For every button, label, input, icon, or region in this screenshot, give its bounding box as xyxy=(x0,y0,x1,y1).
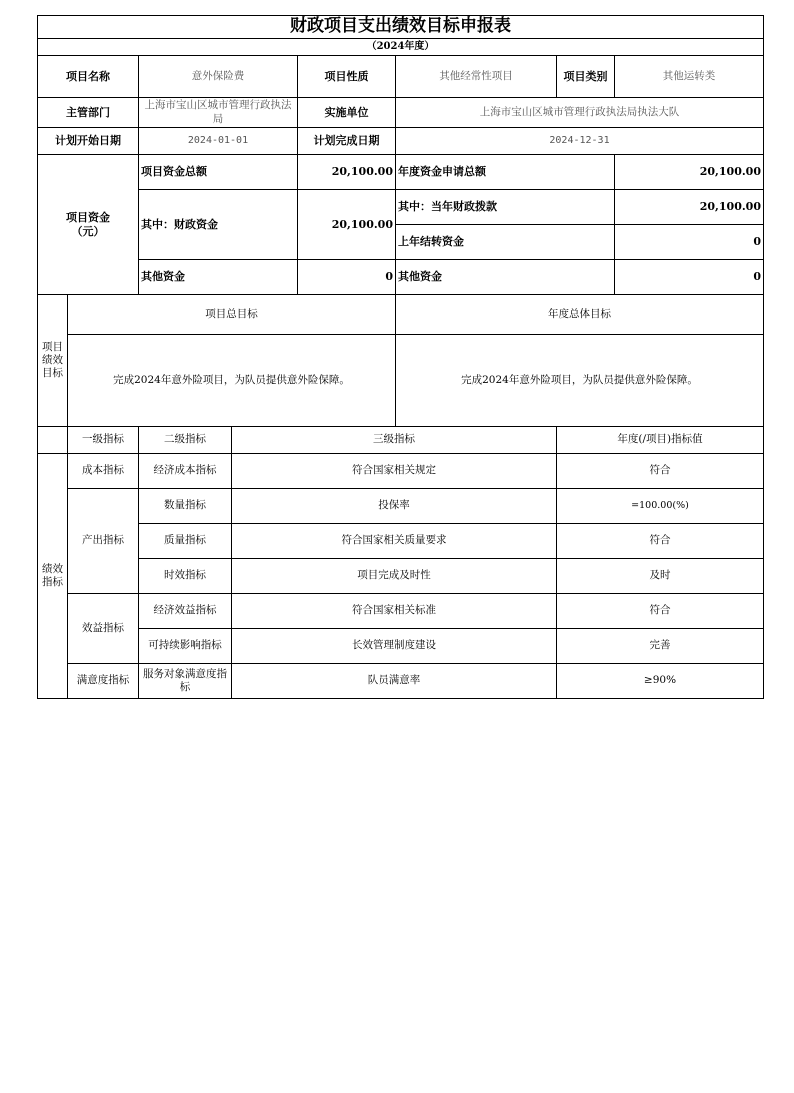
indicator-blank-cell xyxy=(38,427,68,454)
value-cell: =100.00(%) xyxy=(557,489,764,524)
level2-cell: 经济成本指标 xyxy=(139,454,232,489)
project-name-value: 意外保险费 xyxy=(139,56,298,98)
level3-cell: 队员满意率 xyxy=(232,664,557,699)
dept-value: 上海市宝山区城市管理行政执法局 xyxy=(139,98,298,128)
carryover-label: 上年结转资金 xyxy=(396,225,615,260)
table-row xyxy=(38,454,764,489)
level1-cell: 成本指标 xyxy=(68,454,139,489)
form-year: （2024年度） xyxy=(38,39,764,56)
total-funds-value: 20,100.00 xyxy=(298,155,396,190)
funds-label: 项目资金 （元） xyxy=(38,155,139,295)
project-name-label: 项目名称 xyxy=(38,56,139,98)
perf-goal-label: 项目 绩效 目标 xyxy=(38,295,68,427)
level3-header: 三级指标 xyxy=(232,427,557,454)
level3-cell: 投保率 xyxy=(232,489,557,524)
fiscal-label: 其中：财政资金 xyxy=(139,190,298,260)
current-fiscal-value: 20,100.00 xyxy=(615,190,764,225)
level2-cell: 可持续影响指标 xyxy=(139,629,232,664)
project-category-value: 其他运转类 xyxy=(615,56,764,98)
annual-goal-text: 完成2024年意外险项目，为队员提供意外险保障。 xyxy=(396,335,764,427)
annual-apply-value: 20,100.00 xyxy=(615,155,764,190)
table-row xyxy=(38,559,764,594)
overall-goal-text: 完成2024年意外险项目，为队员提供意外险保障。 xyxy=(68,335,396,427)
table-row xyxy=(38,664,764,699)
other-funds-right-value: 0 xyxy=(615,260,764,295)
other-funds-left-label: 其他资金 xyxy=(139,260,298,295)
level1-header: 一级指标 xyxy=(68,427,139,454)
level2-cell: 经济效益指标 xyxy=(139,594,232,629)
table-row xyxy=(38,594,764,629)
level1-cell: 产出指标 xyxy=(68,489,139,594)
overall-goal-header: 项目总目标 xyxy=(68,295,396,335)
level3-cell: 符合国家相关质量要求 xyxy=(232,524,557,559)
start-date-value: 2024-01-01 xyxy=(139,128,298,155)
value-header: 年度(/项目)指标值 xyxy=(557,427,764,454)
project-nature-value: 其他经常性项目 xyxy=(396,56,557,98)
table-row xyxy=(38,489,764,524)
impl-unit-value: 上海市宝山区城市管理行政执法局执法大队 xyxy=(396,98,764,128)
value-cell: 及时 xyxy=(557,559,764,594)
project-category-label: 项目类别 xyxy=(557,56,615,98)
annual-goal-header: 年度总体目标 xyxy=(396,295,764,335)
other-funds-left-value: 0 xyxy=(298,260,396,295)
table-row xyxy=(38,524,764,559)
carryover-value: 0 xyxy=(615,225,764,260)
perf-indicator-label: 绩效 指标 xyxy=(38,454,68,699)
level2-header: 二级指标 xyxy=(139,427,232,454)
end-date-value: 2024-12-31 xyxy=(396,128,764,155)
current-fiscal-label: 其中：当年财政拨款 xyxy=(396,190,615,225)
total-funds-label: 项目资金总额 xyxy=(139,155,298,190)
level3-cell: 符合国家相关标准 xyxy=(232,594,557,629)
end-date-label: 计划完成日期 xyxy=(298,128,396,155)
other-funds-right-label: 其他资金 xyxy=(396,260,615,295)
level3-cell: 项目完成及时性 xyxy=(232,559,557,594)
level2-cell: 服务对象满意度指标 xyxy=(139,664,232,699)
level2-cell: 质量指标 xyxy=(139,524,232,559)
value-cell: 完善 xyxy=(557,629,764,664)
impl-unit-label: 实施单位 xyxy=(298,98,396,128)
level1-cell: 效益指标 xyxy=(68,594,139,664)
level3-cell: 长效管理制度建设 xyxy=(232,629,557,664)
dept-label: 主管部门 xyxy=(38,98,139,128)
value-cell: 符合 xyxy=(557,594,764,629)
value-cell: ≥90% xyxy=(557,664,764,699)
level2-cell: 数量指标 xyxy=(139,489,232,524)
level1-cell: 满意度指标 xyxy=(68,664,139,699)
form-title: 财政项目支出绩效目标申报表 xyxy=(38,16,764,39)
level3-cell: 符合国家相关规定 xyxy=(232,454,557,489)
value-cell: 符合 xyxy=(557,524,764,559)
level2-cell: 时效指标 xyxy=(139,559,232,594)
fiscal-value: 20,100.00 xyxy=(298,190,396,260)
start-date-label: 计划开始日期 xyxy=(38,128,139,155)
performance-target-form xyxy=(37,15,764,699)
annual-apply-label: 年度资金申请总额 xyxy=(396,155,615,190)
value-cell: 符合 xyxy=(557,454,764,489)
table-row xyxy=(38,629,764,664)
project-nature-label: 项目性质 xyxy=(298,56,396,98)
